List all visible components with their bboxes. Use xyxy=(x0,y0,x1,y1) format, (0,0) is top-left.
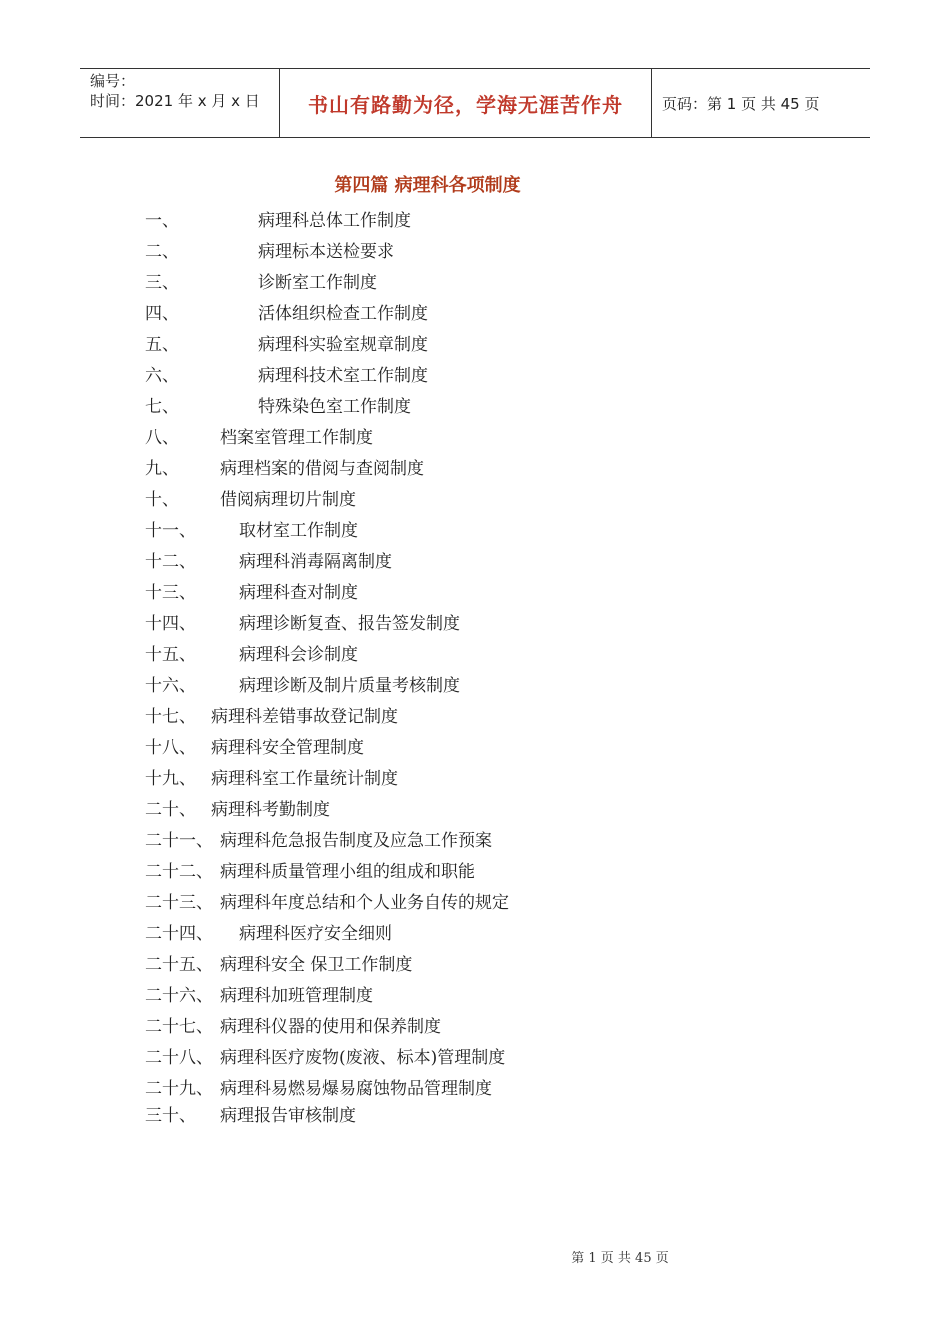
toc-item xyxy=(145,919,745,950)
document-header xyxy=(80,68,870,138)
toc-item-number: 十四、 xyxy=(145,614,196,634)
toc-item-title: 活体组织检查工作制度 xyxy=(258,304,428,324)
toc-item-number: 六、 xyxy=(145,366,179,386)
toc-item xyxy=(145,206,745,237)
toc-item-number: 二十四、 xyxy=(145,924,213,944)
toc-item-number: 二十五、 xyxy=(145,955,213,975)
toc-item-title: 病理科易燃易爆易腐蚀物品管理制度 xyxy=(220,1079,492,1099)
toc-item xyxy=(145,671,745,702)
toc-item-number: 十九、 xyxy=(145,769,196,789)
toc-item-title: 病理科安全 保卫工作制度 xyxy=(220,955,413,975)
toc-item xyxy=(145,454,745,485)
toc-item-title: 病理科仪器的使用和保养制度 xyxy=(220,1017,441,1037)
toc-item-title: 病理科消毒隔离制度 xyxy=(239,552,392,572)
toc-item-number: 十二、 xyxy=(145,552,196,572)
toc-item-title: 病理诊断复查、报告签发制度 xyxy=(239,614,460,634)
toc-item xyxy=(145,237,745,268)
toc-item-title: 病理科查对制度 xyxy=(239,583,358,603)
toc-item xyxy=(145,609,745,640)
toc-item-number: 二、 xyxy=(145,242,179,262)
toc-item xyxy=(145,578,745,609)
header-page-code: 页码：第 1 页 共 45 页 xyxy=(662,94,820,113)
toc-item xyxy=(145,547,745,578)
toc-item-title: 病理诊断及制片质量考核制度 xyxy=(239,676,460,696)
toc-item-number: 二十六、 xyxy=(145,986,213,1006)
toc-item-title: 病理科质量管理小组的组成和职能 xyxy=(220,862,475,882)
toc-item xyxy=(145,795,745,826)
toc-item-title: 病理科医疗废物(废液、标本)管理制度 xyxy=(220,1048,506,1068)
toc-item-number: 七、 xyxy=(145,397,179,417)
toc-item-title: 病理档案的借阅与查阅制度 xyxy=(220,459,424,479)
toc-item-number: 九、 xyxy=(145,459,179,479)
toc-item-title: 病理科差错事故登记制度 xyxy=(211,707,398,727)
toc-item xyxy=(145,392,745,423)
toc-item-number: 三十、 xyxy=(145,1106,196,1126)
toc-item-number: 十五、 xyxy=(145,645,196,665)
toc-item-title: 诊断室工作制度 xyxy=(258,273,377,293)
toc-item-number: 十三、 xyxy=(145,583,196,603)
toc-item xyxy=(145,1106,745,1126)
toc-item-number: 十一、 xyxy=(145,521,196,541)
toc-item xyxy=(145,423,745,454)
document-title: 第四篇 病理科各项制度 xyxy=(334,175,521,196)
toc-item-number: 五、 xyxy=(145,335,179,355)
toc-item xyxy=(145,826,745,857)
toc-item-title: 病理科技术室工作制度 xyxy=(258,366,428,386)
page-footer: 第 1 页 共 45 页 xyxy=(571,1251,669,1266)
toc-item xyxy=(145,640,745,671)
toc-item-title: 病理科实验室规章制度 xyxy=(258,335,428,355)
toc-item-number: 八、 xyxy=(145,428,179,448)
toc-item-number: 十八、 xyxy=(145,738,196,758)
toc-item-number: 十、 xyxy=(145,490,179,510)
toc-item-number: 二十三、 xyxy=(145,893,213,913)
table-of-contents xyxy=(145,206,745,1126)
toc-item-title: 特殊染色室工作制度 xyxy=(258,397,411,417)
toc-item-title: 病理科加班管理制度 xyxy=(220,986,373,1006)
toc-item-number: 十七、 xyxy=(145,707,196,727)
toc-item xyxy=(145,857,745,888)
toc-item xyxy=(145,888,745,919)
toc-item xyxy=(145,950,745,981)
toc-item-title: 病理报告审核制度 xyxy=(220,1106,356,1126)
toc-item xyxy=(145,981,745,1012)
toc-item xyxy=(145,733,745,764)
toc-item-number: 四、 xyxy=(145,304,179,324)
toc-item xyxy=(145,702,745,733)
toc-item-title: 档案室管理工作制度 xyxy=(220,428,373,448)
toc-item xyxy=(145,361,745,392)
toc-item-number: 十六、 xyxy=(145,676,196,696)
toc-item-number: 三、 xyxy=(145,273,179,293)
toc-item-title: 借阅病理切片制度 xyxy=(220,490,356,510)
toc-item-title: 病理科室工作量统计制度 xyxy=(211,769,398,789)
header-motto: 书山有路勤为径，学海无涯苦作舟 xyxy=(280,69,652,137)
toc-item-title: 病理科危急报告制度及应急工作预案 xyxy=(220,831,492,851)
header-meta xyxy=(80,69,280,137)
toc-item xyxy=(145,764,745,795)
toc-item xyxy=(145,299,745,330)
toc-item xyxy=(145,516,745,547)
toc-item xyxy=(145,485,745,516)
toc-item-number: 二十一、 xyxy=(145,831,213,851)
toc-item-title: 病理科安全管理制度 xyxy=(211,738,364,758)
toc-item-number: 二十八、 xyxy=(145,1048,213,1068)
toc-item-title: 病理科年度总结和个人业务自传的规定 xyxy=(220,893,509,913)
toc-item xyxy=(145,330,745,361)
toc-item xyxy=(145,1074,745,1105)
toc-item xyxy=(145,268,745,299)
toc-item xyxy=(145,1012,745,1043)
toc-item-number: 二十七、 xyxy=(145,1017,213,1037)
toc-item-title: 病理科考勤制度 xyxy=(211,800,330,820)
toc-item-number: 二十、 xyxy=(145,800,196,820)
toc-item-title: 病理科医疗安全细则 xyxy=(239,924,392,944)
toc-item-number: 一、 xyxy=(145,211,179,231)
number-label: 编号： xyxy=(90,72,136,90)
toc-item-number: 二十二、 xyxy=(145,862,213,882)
toc-item-title: 病理科总体工作制度 xyxy=(258,211,411,231)
time-label: 时间：2021 年 x 月 x 日 xyxy=(90,92,260,110)
toc-item-title: 病理科会诊制度 xyxy=(239,645,358,665)
toc-item-number: 二十九、 xyxy=(145,1079,213,1099)
toc-item xyxy=(145,1043,745,1074)
toc-item-title: 取材室工作制度 xyxy=(239,521,358,541)
toc-item-title: 病理标本送检要求 xyxy=(258,242,394,262)
